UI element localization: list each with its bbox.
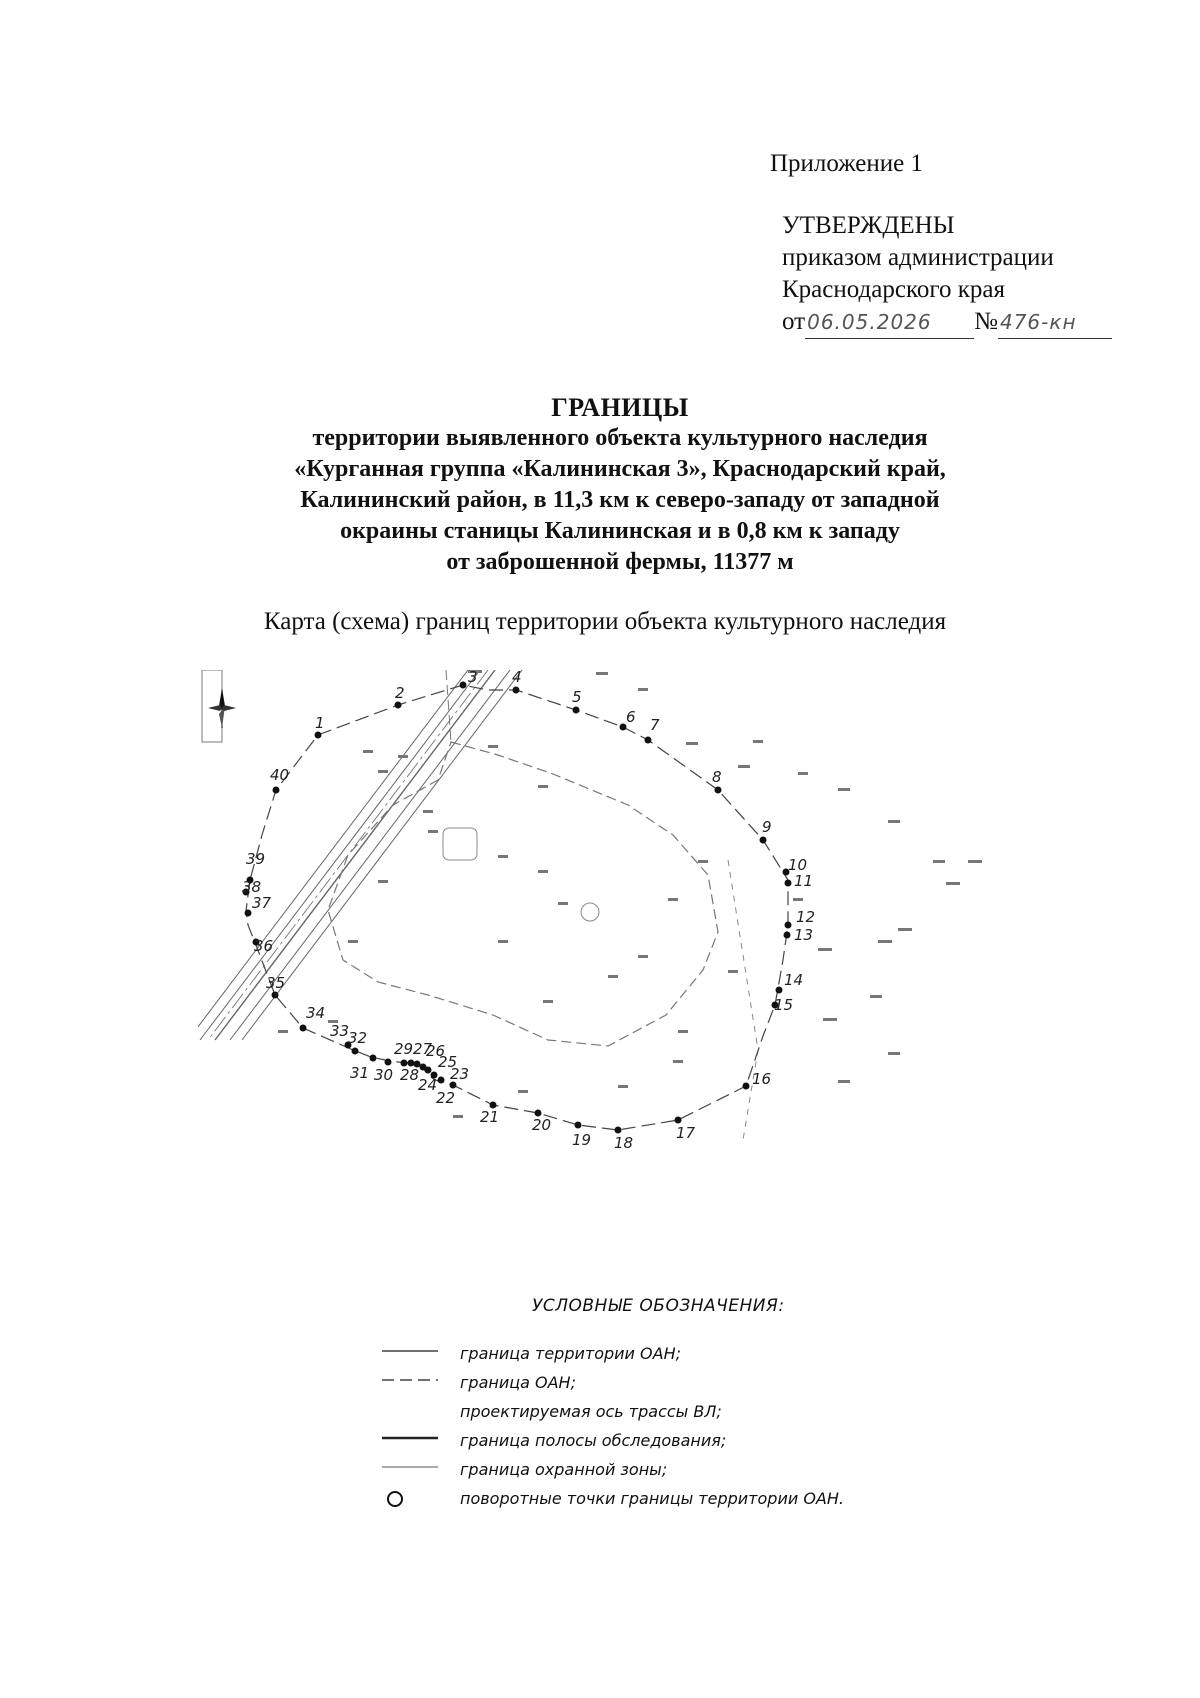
point-label-14: 14 [784,971,804,989]
title-line-4: окраины станицы Калининская и в 0,8 км к западу [340,518,900,544]
point-label-31: 31 [350,1064,370,1082]
number-sign: № [974,308,998,335]
point-label-19: 19 [572,1131,592,1149]
point-label-21: 21 [480,1108,500,1126]
point-label-15: 15 [774,996,794,1014]
legend-label: граница охранной зоны; [460,1460,668,1479]
legend [380,1340,940,1514]
turning-points [243,682,792,1134]
thick-line-icon [380,1427,440,1456]
from-prefix: от [782,308,806,335]
point-label-36: 36 [254,937,274,955]
point-label-8: 8 [712,768,722,786]
solid-line-icon [380,1340,440,1369]
point-label-9: 9 [762,818,772,836]
approval-block [782,210,1112,339]
point-label-23: 23 [450,1065,470,1083]
approval-line-3: Краснодарского края [782,276,1005,303]
point-label-32: 32 [348,1029,368,1047]
north-arrow-icon [202,670,236,742]
point-label-6: 6 [626,708,636,726]
circle-point-icon [380,1485,440,1514]
point-label-13: 13 [794,926,814,944]
approved-heading: УТВЕРЖДЕНЫ [782,212,955,239]
legend-item [380,1485,940,1514]
legend-item [380,1369,940,1398]
point-label-26: 26 [426,1042,446,1060]
point-label-30: 30 [374,1066,394,1084]
point-label-11: 11 [794,872,814,890]
title-line-1: территории выявленного объекта культурного наследия [312,425,928,451]
point-label-37: 37 [252,894,272,912]
point-label-20: 20 [532,1116,552,1134]
point-label-1: 1 [315,714,325,732]
legend-item [380,1456,940,1485]
legend-item [380,1340,940,1369]
approval-date: 06.05.2026 [805,306,974,339]
legend-item [380,1427,940,1456]
title-heading: ГРАНИЦЫ [551,393,689,422]
point-label-35: 35 [266,974,286,992]
point-label-33: 33 [330,1022,350,1040]
title-line-3: Калининский район, в 11,3 км к северо-западу от западной [300,487,940,513]
point-label-40: 40 [270,766,290,784]
point-label-16: 16 [752,1070,772,1088]
point-label-29: 29 [394,1040,414,1058]
title-line-2: «Курганная группа «Калининская 3», Краснодарский край, [294,456,946,482]
point-label-22: 22 [436,1089,456,1107]
document-title [200,392,1040,578]
legend-title: УСЛОВНЫЕ ОБОЗНАЧЕНИЯ: [532,1296,785,1316]
point-label-28: 28 [400,1066,420,1084]
point-label-34: 34 [306,1004,326,1022]
appendix-label: Приложение 1 [770,150,923,177]
legend-label: проектируемая ось трассы ВЛ; [460,1402,722,1421]
point-label-39: 39 [246,850,266,868]
point-label-10: 10 [788,856,808,874]
point-label-24: 24 [418,1076,438,1094]
point-label-27: 27 [413,1040,433,1058]
territory-boundary [246,685,788,1130]
axis-line-icon [380,1398,440,1427]
thin-line-icon [380,1456,440,1485]
map-caption: Карта (схема) границ территории объекта культурного наследия [263,608,947,635]
point-label-25: 25 [438,1053,458,1071]
legend-label: граница полосы обследования; [460,1431,727,1450]
legend-label: граница территории ОАН; [460,1344,681,1363]
boundary-map [198,670,1078,1270]
approval-number: 476-кн [998,306,1112,339]
point-label-18: 18 [614,1134,634,1152]
mound-circle [581,903,599,921]
legend-item [380,1398,940,1427]
legend-label: граница ОАН; [460,1373,576,1392]
mound-outline [443,828,477,860]
point-label-38: 38 [242,878,262,896]
point-label-12: 12 [796,908,816,926]
title-line-5: от заброшенной фермы, 11377 м [446,549,794,575]
approval-date-line [782,306,1112,339]
oan-boundary [328,742,718,1046]
approval-line-2: приказом администрации [782,244,1054,271]
point-label-4: 4 [512,670,522,686]
point-label-17: 17 [676,1124,696,1142]
legend-label: поворотные точки границы территории ОАН. [460,1489,844,1508]
elevation-marks [278,670,982,1118]
point-label-2: 2 [395,684,405,702]
point-label-3: 3 [468,670,478,686]
point-label-5: 5 [572,688,582,706]
point-label-7: 7 [650,716,660,734]
dashed-line-icon [380,1369,440,1398]
